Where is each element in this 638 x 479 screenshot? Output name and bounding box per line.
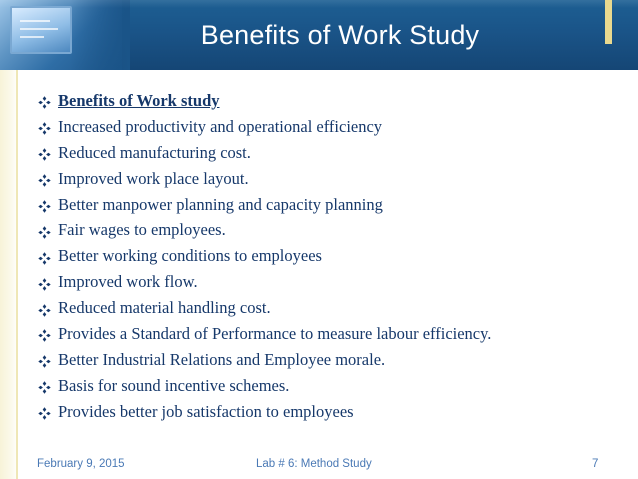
bullet-item (38, 243, 628, 269)
title-bar (0, 0, 638, 70)
left-strip-divider (16, 70, 18, 479)
bullet-text: Reduced manufacturing cost. (58, 142, 251, 162)
four-diamond-bullet-icon (38, 276, 51, 289)
four-diamond-bullet-icon (38, 120, 51, 133)
bullet-item (38, 399, 628, 425)
monitor-line (20, 36, 44, 38)
four-diamond-bullet-icon (38, 379, 51, 392)
bullet-item (38, 321, 628, 347)
four-diamond-bullet-icon (38, 94, 51, 107)
bullet-text: Provides a Standard of Performance to measure labour efficiency. (58, 323, 492, 343)
title-accent-bar (605, 0, 612, 44)
four-diamond-bullet-icon (38, 146, 51, 159)
bullet-item (38, 192, 628, 218)
bullet-text: Improved work place layout. (58, 168, 249, 188)
bullet-text: Increased productivity and operational efficiency (58, 116, 383, 136)
bullet-item (38, 373, 628, 399)
bullet-item (38, 347, 628, 373)
bullet-text: Better working conditions to employees (58, 246, 322, 266)
bullet-item (38, 88, 628, 114)
bullet-text: Better Industrial Relations and Employee morale. (58, 349, 386, 369)
bullet-heading-text: Benefits of Work study (58, 90, 220, 110)
four-diamond-bullet-icon (38, 327, 51, 340)
four-diamond-bullet-icon (38, 198, 51, 211)
bullet-text: Fair wages to employees. (58, 220, 226, 240)
four-diamond-bullet-icon (38, 405, 51, 418)
bullet-text: Improved work flow. (58, 272, 198, 292)
four-diamond-bullet-icon (38, 224, 51, 237)
monitor-graphic (10, 6, 72, 54)
bullet-item (38, 140, 628, 166)
bullet-item (38, 295, 628, 321)
bullet-text: Better manpower planning and capacity planning (58, 194, 383, 214)
photo-fade (70, 0, 130, 70)
bullet-list (38, 88, 628, 425)
four-diamond-bullet-icon (38, 250, 51, 263)
four-diamond-bullet-icon (38, 172, 51, 185)
bullet-text: Basis for sound incentive schemes. (58, 375, 290, 395)
bullet-item (38, 166, 628, 192)
bullet-item (38, 217, 628, 243)
slide-title: Benefits of Work Study (200, 19, 480, 50)
four-diamond-bullet-icon (38, 302, 51, 315)
bullet-item (38, 269, 628, 295)
bullet-text: Reduced material handling cost. (58, 298, 271, 318)
footer-date: February 9, 2015 (37, 458, 125, 470)
bullet-text: Provides better job satisfaction to employees (58, 401, 354, 421)
four-diamond-bullet-icon (38, 353, 51, 366)
page-number: 7 (592, 458, 599, 470)
monitor-line (20, 28, 58, 30)
footer-title: Lab # 6: Method Study (256, 458, 372, 470)
bullet-item (38, 114, 628, 140)
monitor-line (20, 20, 50, 22)
